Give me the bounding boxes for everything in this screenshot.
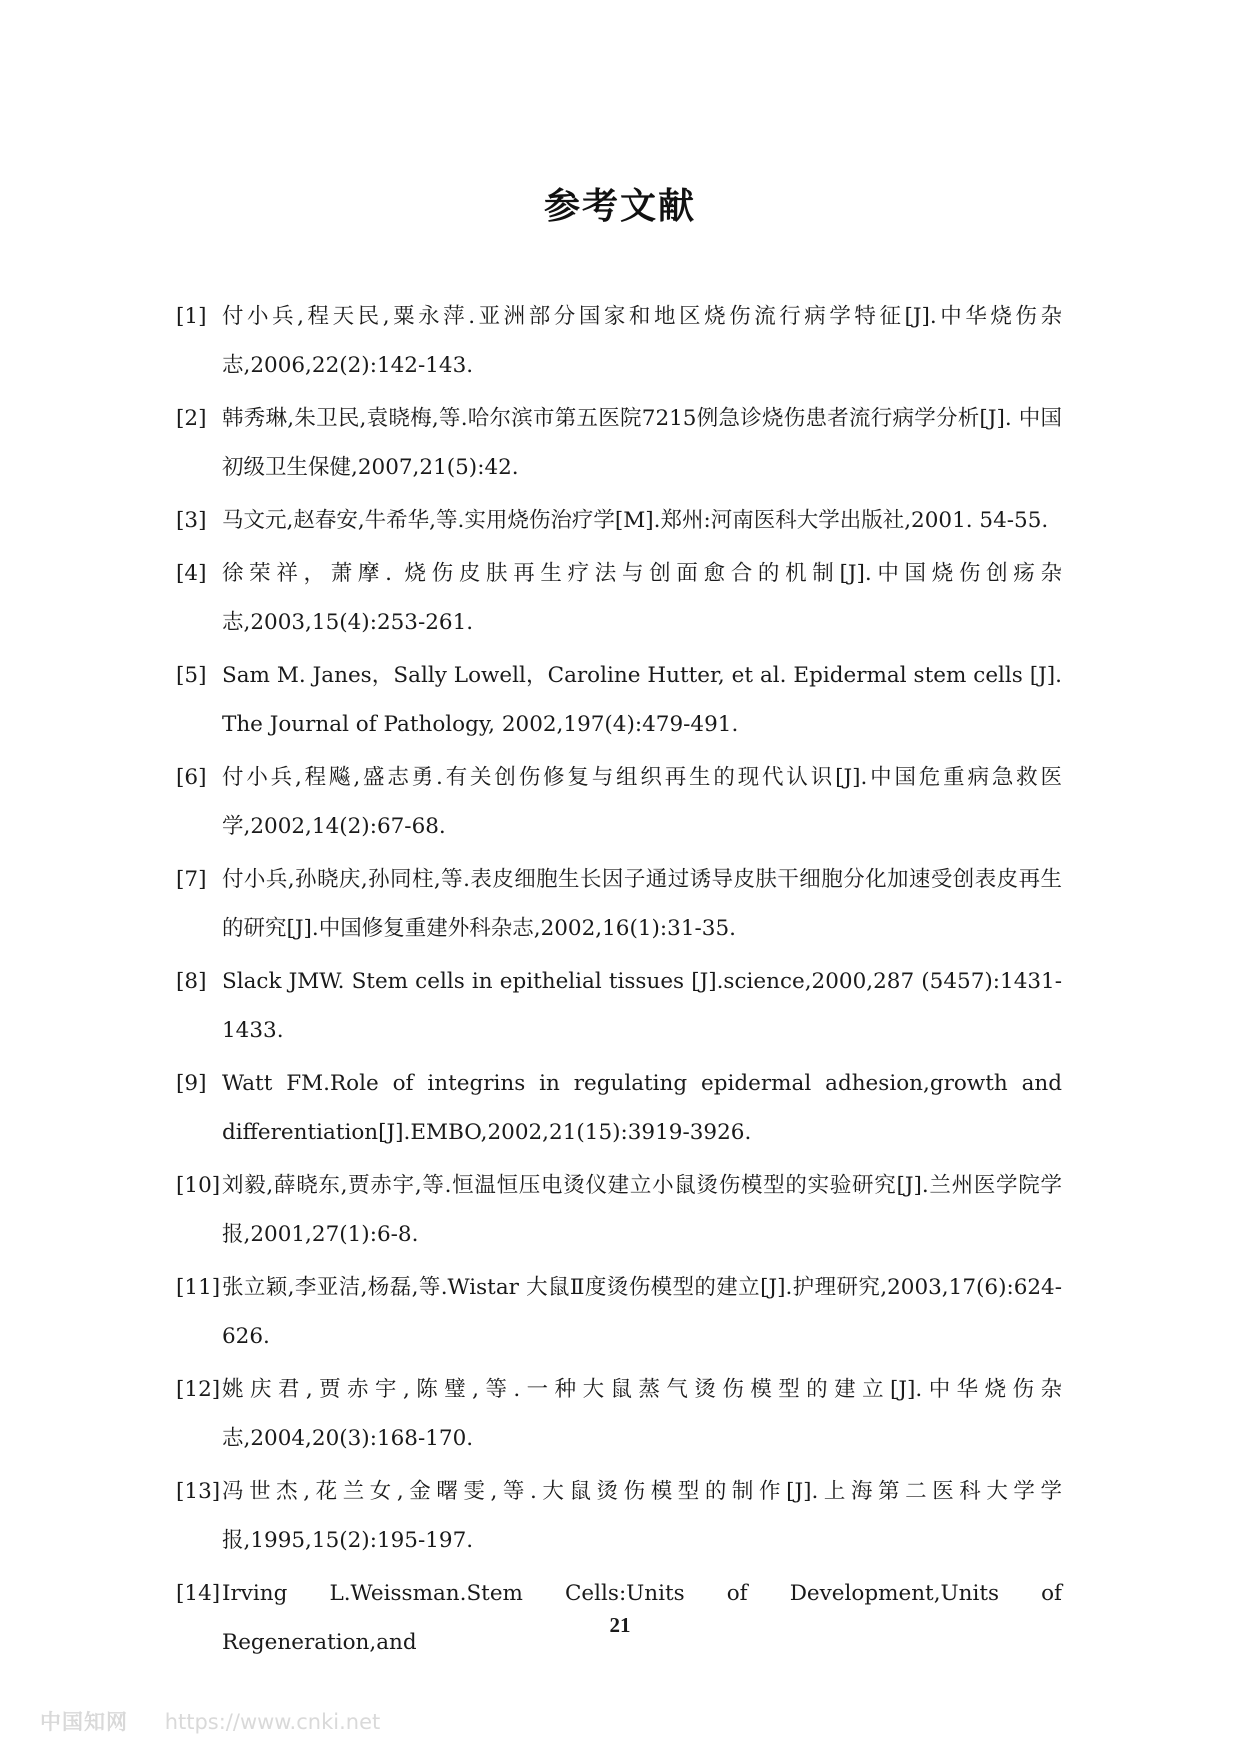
cnki-logo: 中国知网 [40, 1710, 128, 1734]
reference-item [176, 292, 1062, 390]
reference-text: 冯世杰,花兰女,金曙雯,等.大鼠烫伤模型的制作[J].上海第二医科大学学报,1995,15(2):195-197. [222, 1479, 1062, 1553]
reference-item [176, 753, 1062, 851]
reference-text: Watt FM.Role of integrins in regulating epidermal adhesion,growth and differentiation[J].EMBO,2002,21(15):3919-3926. [222, 1071, 1062, 1145]
reference-text: 韩秀琳,朱卫民,袁晓梅,等.哈尔滨市第五医院7215例急诊烧伤患者流行病学分析[J]. 中国初级卫生保健,2007,21(5):42. [222, 406, 1062, 480]
reference-text: Slack JMW. Stem cells in epithelial tissues [J].science,2000,287 (5457):1431-1433. [222, 969, 1062, 1043]
reference-text: 马文元,赵春安,牛希华,等.实用烧伤治疗学[M].郑州:河南医科大学出版社,2001. 54-55. [222, 508, 1049, 533]
reference-number: [9] [176, 1071, 207, 1096]
reference-number: [11] [176, 1275, 221, 1300]
reference-item [176, 1059, 1062, 1157]
reference-number: [12] [176, 1377, 221, 1402]
reference-text: 张立颖,李亚洁,杨磊,等.Wistar 大鼠Ⅱ度烫伤模型的建立[J].护理研究,2003,17(6):624-626. [222, 1275, 1062, 1349]
reference-text: 徐荣祥，萧摩. 烧伤皮肤再生疗法与创面愈合的机制[J].中国烧伤创疡杂志,2003,15(4):253-261. [222, 561, 1062, 635]
reference-number: [6] [176, 765, 207, 790]
reference-item [176, 394, 1062, 492]
reference-item [176, 855, 1062, 953]
reference-number: [3] [176, 508, 207, 533]
reference-text: 刘毅,薛晓东,贾赤宇,等.恒温恒压电烫仪建立小鼠烫伤模型的实验研究[J].兰州医学院学报,2001,27(1):6-8. [222, 1173, 1062, 1247]
reference-text: Irving L.Weissman.Stem Cells:Units of Development,Units of Regeneration,and [222, 1581, 1062, 1655]
watermark-url: https://www.cnki.net [164, 1710, 381, 1734]
page-number: 21 [609, 1613, 631, 1637]
reference-item [176, 1263, 1062, 1361]
page-title: 参考文献 [543, 186, 696, 227]
reference-item [176, 496, 1062, 545]
reference-text: 付小兵,程飚,盛志勇.有关创伤修复与组织再生的现代认识[J].中国危重病急救医学,2002,14(2):67-68. [222, 765, 1062, 839]
reference-number: [14] [176, 1581, 221, 1606]
watermark [40, 1706, 380, 1736]
reference-number: [7] [176, 867, 207, 892]
reference-number: [2] [176, 406, 207, 431]
reference-number: [13] [176, 1479, 221, 1504]
reference-text: Sam M. Janes，Sally Lowell，Caroline Hutter, et al. Epidermal stem cells [J]. The Journal of Pathology, 2002,197(4):479-491. [222, 663, 1062, 737]
reference-item [176, 1365, 1062, 1463]
reference-number: [5] [176, 663, 207, 688]
reference-text: 付小兵,程天民,粟永萍.亚洲部分国家和地区烧伤流行病学特征[J].中华烧伤杂志,2006,22(2):142-143. [222, 304, 1062, 378]
reference-list [176, 292, 1062, 1671]
reference-item [176, 1467, 1062, 1565]
reference-item [176, 1161, 1062, 1259]
reference-number: [4] [176, 561, 207, 586]
reference-item [176, 651, 1062, 749]
reference-text: 付小兵,孙晓庆,孙同柱,等.表皮细胞生长因子通过诱导皮肤干细胞分化加速受创表皮再生的研究[J].中国修复重建外科杂志,2002,16(1):31-35. [222, 867, 1062, 941]
reference-number: [10] [176, 1173, 221, 1198]
reference-item [176, 549, 1062, 647]
reference-number: [1] [176, 304, 207, 329]
reference-item [176, 957, 1062, 1055]
reference-text: 姚庆君,贾赤宇,陈璧,等.一种大鼠蒸气烫伤模型的建立[J].中华烧伤杂志,2004,20(3):168-170. [222, 1377, 1062, 1451]
reference-number: [8] [176, 969, 207, 994]
